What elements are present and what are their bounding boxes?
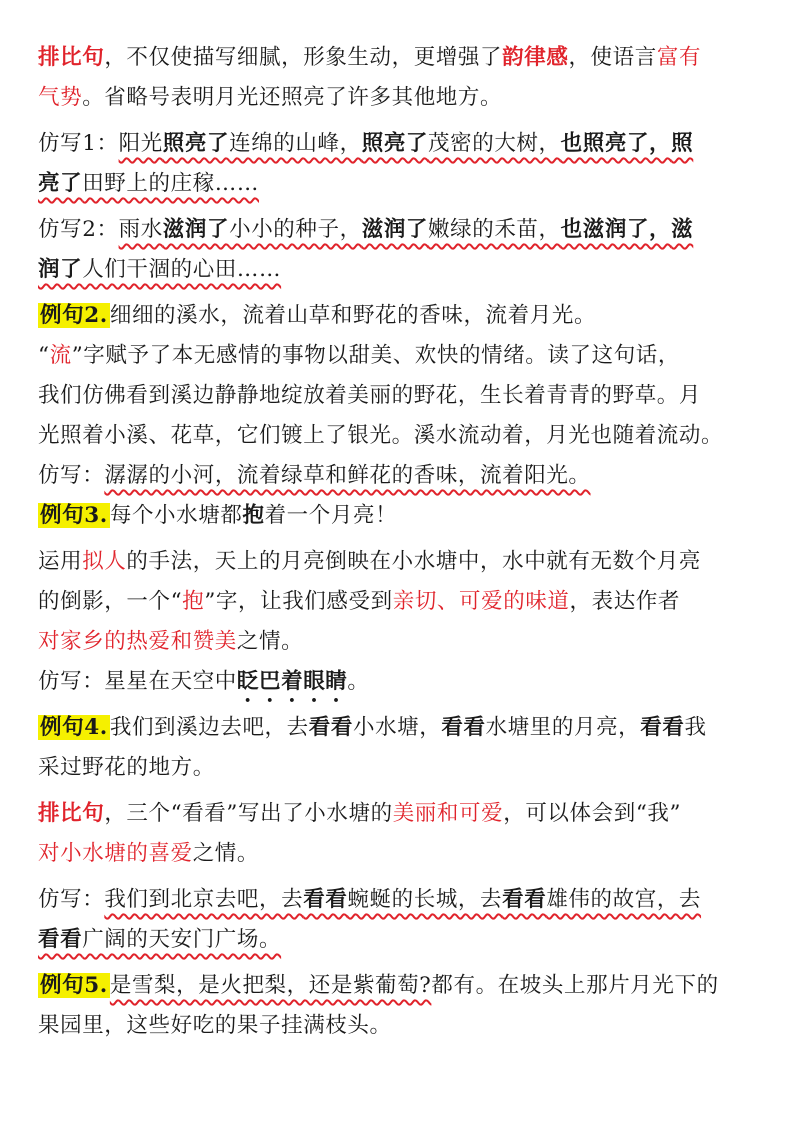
text: 我 bbox=[684, 715, 707, 740]
text: 采过野花的地方。 bbox=[38, 755, 215, 780]
analysis-line bbox=[38, 622, 766, 662]
text: 都有。在坡头上那片月光下的 bbox=[431, 973, 719, 998]
text: 蜿蜒的长城，去 bbox=[347, 887, 503, 912]
bold-word: 看看 bbox=[308, 715, 353, 740]
text: 果园里，这些好吃的果子挂满枝头。 bbox=[38, 1013, 392, 1038]
text: 。 bbox=[347, 669, 370, 694]
bold-word: 照亮了 bbox=[162, 131, 230, 156]
text: ”字，让我们感受到 bbox=[204, 589, 393, 614]
text: 我们到溪边去吧，去 bbox=[109, 715, 309, 740]
example-sentence bbox=[38, 1006, 766, 1046]
analysis-line bbox=[38, 78, 766, 118]
imitation-line bbox=[38, 124, 766, 164]
analysis-line bbox=[38, 336, 766, 376]
example-sentence bbox=[38, 966, 766, 1006]
analysis-line bbox=[38, 416, 766, 456]
example-tag: 例句4. bbox=[40, 715, 108, 740]
text: 雨水 bbox=[118, 217, 163, 242]
keyword: 排比句 bbox=[38, 45, 105, 70]
text: 嫩绿的禾苗， bbox=[428, 217, 561, 242]
text: 细细的溪水，流着山草和野花的香味，流着月光。 bbox=[109, 303, 597, 328]
analysis-line bbox=[38, 834, 766, 874]
bold-word: 亮了 bbox=[38, 171, 83, 196]
text: “ bbox=[38, 343, 50, 368]
text: 运用 bbox=[38, 549, 83, 574]
bold-word: 看看 bbox=[640, 715, 685, 740]
keyword: 排比句 bbox=[38, 801, 105, 826]
keyword: 抱 bbox=[182, 589, 205, 614]
text: 的手法，天上的月亮倒映在小水塘中，水中就有无数个月亮 bbox=[126, 549, 702, 574]
text: 之情。 bbox=[236, 629, 304, 654]
keyword: 对家乡的热爱和赞美 bbox=[38, 629, 237, 654]
imitation-label: 仿写1： bbox=[38, 131, 119, 156]
bold-word: 也滋润了， bbox=[560, 217, 672, 242]
bold-word: 也照亮了， bbox=[560, 131, 672, 156]
imitation-line bbox=[38, 920, 766, 960]
text: ”字赋予了本无感情的事物以甜美、欢快的情绪。读了这句话， bbox=[71, 343, 680, 368]
keyword: 亲切、可爱的味道 bbox=[392, 589, 570, 614]
example-sentence bbox=[38, 496, 766, 536]
imitation-line bbox=[38, 164, 766, 204]
text: 着一个月亮！ bbox=[264, 503, 398, 528]
bold-word: 滋 bbox=[671, 217, 694, 242]
text: ，使语言 bbox=[568, 45, 657, 70]
text: 的倒影，一个“ bbox=[38, 589, 183, 614]
analysis-line bbox=[38, 794, 766, 834]
text: ，不仅使描写细腻，形象生动，更增强了 bbox=[104, 45, 503, 70]
text: 茂密的大树， bbox=[428, 131, 561, 156]
imitation-line bbox=[38, 662, 766, 702]
imitation-line bbox=[38, 250, 766, 290]
bold-word: 看看 bbox=[441, 715, 486, 740]
imitation-line bbox=[38, 880, 766, 920]
text: 。省略号表明月光还照亮了许多其他地方。 bbox=[82, 85, 503, 110]
text: 每个小水塘都 bbox=[109, 503, 243, 528]
imitation-label: 仿写2： bbox=[38, 217, 119, 242]
text: 广阔的天安门广场。 bbox=[82, 927, 282, 952]
example-sentence bbox=[38, 748, 766, 788]
example-sentence bbox=[38, 296, 766, 336]
imitation-line bbox=[38, 456, 766, 496]
bold-word: 抱 bbox=[242, 503, 265, 528]
keyword: 对小水塘的喜爱 bbox=[38, 841, 193, 866]
text: 是雪梨，是火把梨，还是紫葡萄? bbox=[109, 973, 432, 998]
text: 我们到北京去吧，去 bbox=[104, 887, 304, 912]
bold-word: 润了 bbox=[38, 257, 83, 282]
imitation-label: 仿写： bbox=[38, 887, 105, 912]
text: 潺潺的小河，流着绿草和鲜花的香味，流着阳光。 bbox=[104, 463, 591, 488]
imitation-line bbox=[38, 210, 766, 250]
example-tag: 例句5. bbox=[40, 973, 108, 998]
example-tag: 例句3. bbox=[40, 503, 108, 528]
bold-word: 照亮了 bbox=[361, 131, 429, 156]
text: 小水塘， bbox=[352, 715, 442, 740]
text: 光照着小溪、花草，它们镀上了银光。溪水流动着，月光也随着流动。 bbox=[38, 423, 724, 448]
analysis-line bbox=[38, 38, 766, 78]
text: 小小的种子， bbox=[229, 217, 362, 242]
keyword: 韵律感 bbox=[502, 45, 569, 70]
keyword: 富有 bbox=[656, 45, 702, 70]
text: 雄伟的故宫，去 bbox=[546, 887, 702, 912]
keyword: 流 bbox=[49, 343, 72, 368]
text: 人们干涸的心田…… bbox=[82, 257, 282, 282]
text: 水塘里的月亮， bbox=[485, 715, 641, 740]
analysis-line bbox=[38, 542, 766, 582]
text: 我们仿佛看到溪边静静地绽放着美丽的野花，生长着青青的野草。月 bbox=[38, 383, 702, 408]
analysis-line bbox=[38, 582, 766, 622]
bold-word: 看看 bbox=[38, 927, 83, 952]
text: ，可以体会到“我” bbox=[503, 801, 682, 826]
text: 之情。 bbox=[192, 841, 260, 866]
example-sentence bbox=[38, 708, 766, 748]
bold-word: 看看 bbox=[502, 887, 547, 912]
text: 阳光 bbox=[118, 131, 163, 156]
keyword: 气势 bbox=[38, 85, 83, 110]
analysis-line bbox=[38, 376, 766, 416]
bold-word: 滋润了 bbox=[162, 217, 230, 242]
bold-word: 眨巴着眼睛 bbox=[236, 669, 348, 694]
bold-word: 照 bbox=[671, 131, 694, 156]
text: ，三个“看看”写出了小水塘的 bbox=[104, 801, 393, 826]
text: ，表达作者 bbox=[569, 589, 681, 614]
imitation-label: 仿写： bbox=[38, 463, 105, 488]
bold-word: 滋润了 bbox=[361, 217, 429, 242]
text: 田野上的庄稼…… bbox=[82, 171, 260, 196]
keyword: 美丽和可爱 bbox=[392, 801, 504, 826]
text: 仿写：星星在天空中 bbox=[38, 669, 237, 694]
bold-word: 看看 bbox=[303, 887, 348, 912]
keyword: 拟人 bbox=[82, 549, 127, 574]
text: 连绵的山峰， bbox=[229, 131, 362, 156]
example-tag: 例句2. bbox=[40, 303, 108, 328]
